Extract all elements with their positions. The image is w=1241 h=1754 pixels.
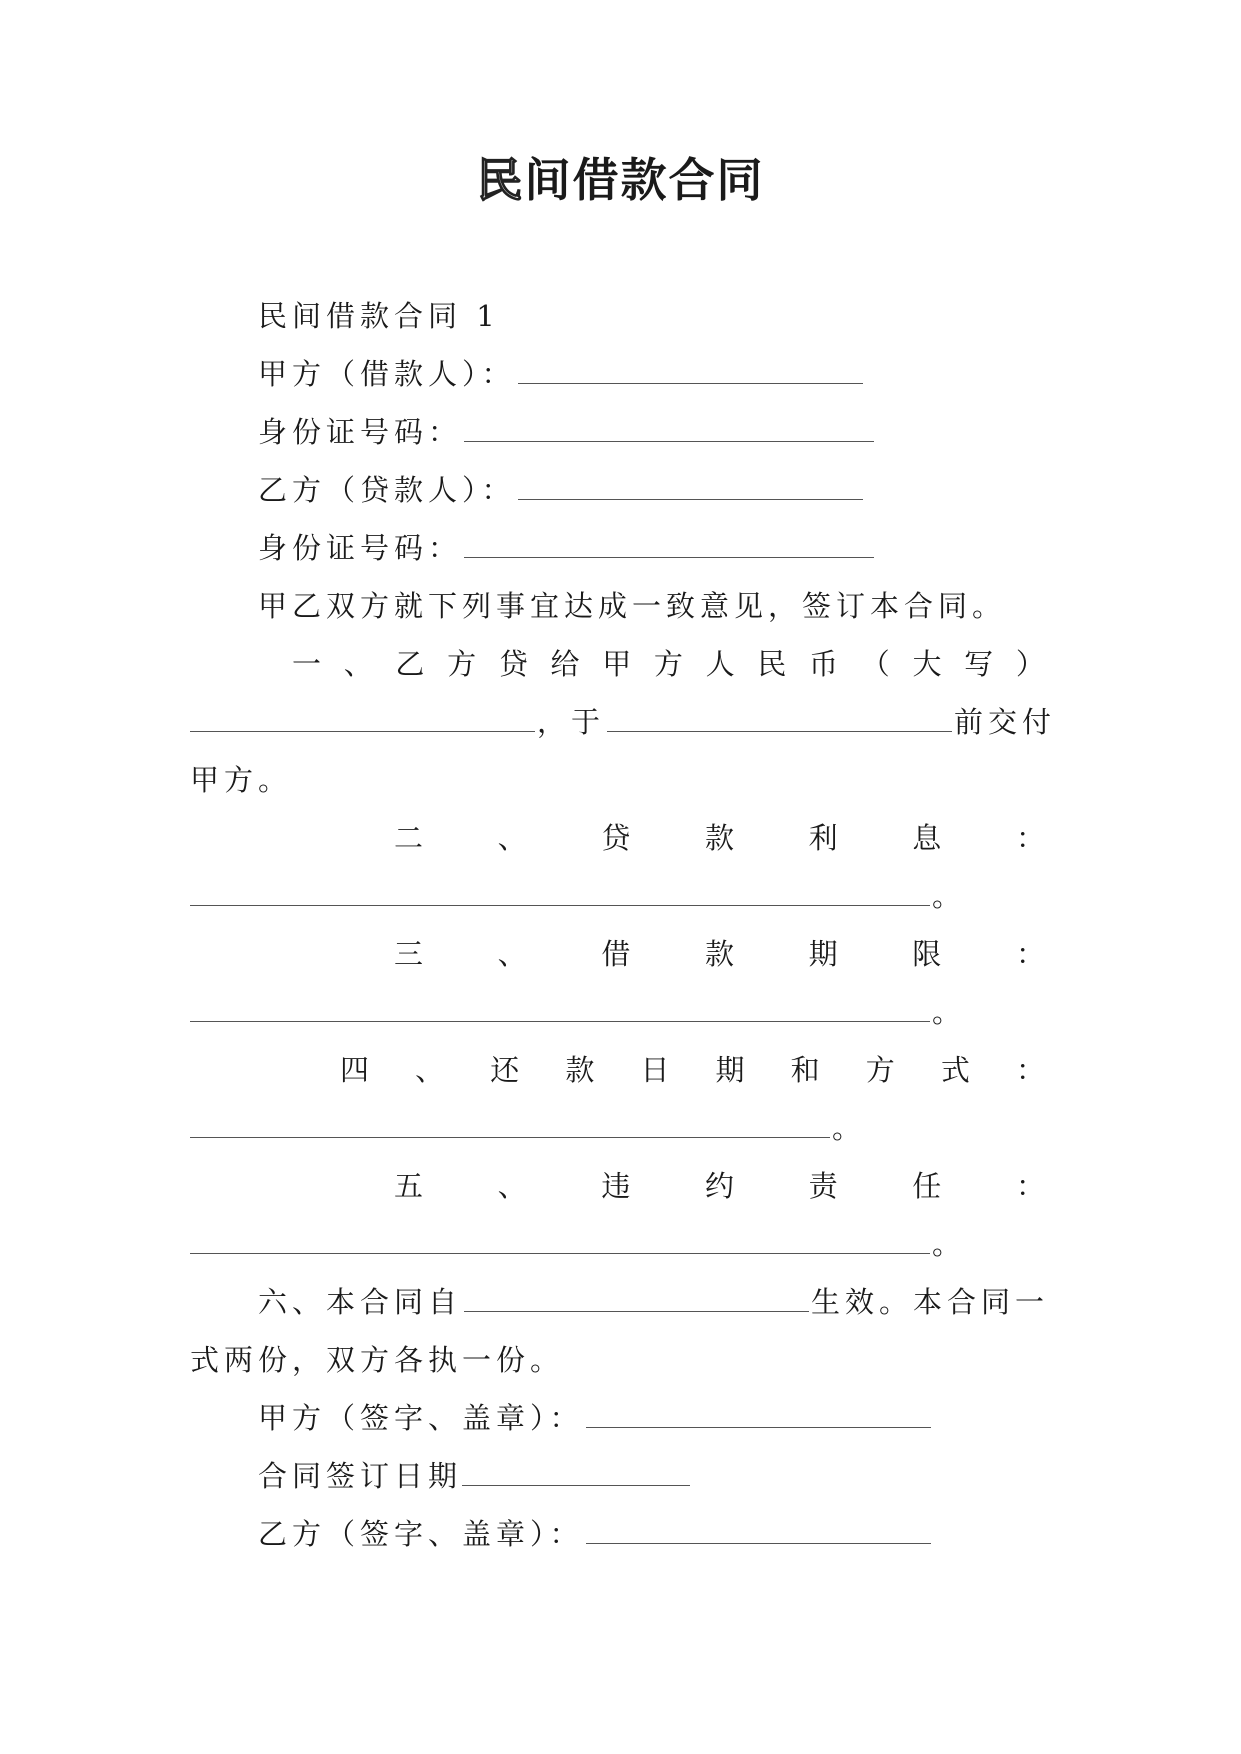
clause-5-char: ：: [1015, 1169, 1045, 1203]
clause-5-heading: [394, 1164, 1045, 1208]
clause-1-mid: ，于: [537, 705, 606, 739]
clause-2-char: 贷: [601, 821, 631, 855]
clause-1-char: 币: [809, 647, 839, 681]
document-title: [0, 150, 1241, 210]
clause-2-char: 利: [808, 821, 838, 855]
clause-5-body: [190, 1222, 966, 1266]
clause-5-period: 。: [932, 1227, 967, 1261]
interest-blank[interactable]: [190, 875, 930, 906]
sign-a-blank[interactable]: [586, 1397, 931, 1428]
clause-4-char: 和: [790, 1053, 820, 1087]
clause-3-char: ：: [1015, 937, 1045, 971]
clause-6-cont: 式两份，双方各执一份。: [190, 1343, 565, 1377]
clause-1-body: [190, 700, 1056, 744]
clause-4-body: [190, 1106, 866, 1150]
clause-2-period: 。: [932, 879, 967, 913]
clause-1-char: 贷: [498, 647, 528, 681]
clause-1-char: 民: [757, 647, 787, 681]
sign-a-label: 甲方（签字、盖章）：: [258, 1401, 584, 1435]
clause-4-char: 方: [865, 1053, 895, 1087]
clause-1-char: 给: [550, 647, 580, 681]
clause-4-period: 。: [832, 1111, 867, 1145]
clause-1-char: 、: [343, 647, 373, 681]
party-a-line: [258, 352, 865, 396]
party-b-blank[interactable]: [518, 469, 863, 500]
delivery-date-blank[interactable]: [607, 701, 952, 732]
clause-3-char: 限: [912, 937, 942, 971]
clause-1-char: ）: [1015, 647, 1045, 681]
id-b-line: [258, 526, 876, 570]
party-b-line: [258, 468, 865, 512]
clause-2-char: 二: [394, 821, 424, 855]
clause-4-char: ：: [1015, 1053, 1045, 1087]
title-first-char: 民: [476, 153, 525, 207]
effective-date-blank[interactable]: [464, 1281, 809, 1312]
intro-line: 甲乙双方就下列事宜达成一致意见，签订本合同。: [258, 589, 1007, 623]
clause-3-body: [190, 990, 966, 1034]
id-b-blank[interactable]: [464, 527, 874, 558]
clause-2-char: 款: [704, 821, 734, 855]
contract-subtitle: 民间借款合同 1: [258, 299, 500, 333]
clause-2-char: ：: [1015, 821, 1045, 855]
clause-5-char: 责: [808, 1169, 838, 1203]
clause-4-char: 期: [715, 1053, 745, 1087]
clause-4-heading: [340, 1048, 1045, 1092]
term-blank[interactable]: [190, 991, 930, 1022]
clause-4-char: 日: [640, 1053, 670, 1087]
party-a-blank[interactable]: [518, 353, 863, 384]
clause-1-char: 方: [447, 647, 477, 681]
clause-2-char: 、: [497, 821, 527, 855]
clause-3-period: 。: [932, 995, 967, 1029]
clause-4-char: 还: [490, 1053, 520, 1087]
id-a-blank[interactable]: [464, 411, 874, 442]
clause-6-b: 生效。本合同一: [811, 1285, 1050, 1319]
clause-1-end: 前交付: [954, 705, 1057, 739]
clause-5-char: 、: [497, 1169, 527, 1203]
clause-1-char: 大: [912, 647, 942, 681]
clause-1-cont: 甲方。: [190, 763, 293, 797]
clause-1-char: 方: [653, 647, 683, 681]
clause-5-char: 任: [912, 1169, 942, 1203]
clause-6-a: 六、本合同自: [258, 1285, 463, 1319]
title-rest: 间借款合同: [524, 153, 765, 207]
clause-5-char: 违: [601, 1169, 631, 1203]
clause-1-heading: [292, 642, 1045, 686]
clause-2-heading: [394, 816, 1045, 860]
sign-b-blank[interactable]: [586, 1513, 931, 1544]
sign-date-blank[interactable]: [462, 1455, 690, 1486]
id-a-line: [258, 410, 876, 454]
clause-1-char: 甲: [602, 647, 632, 681]
id-b-label: 身份证号码：: [258, 531, 463, 565]
amount-blank[interactable]: [190, 701, 535, 732]
id-a-label: 身份证号码：: [258, 415, 463, 449]
clause-3-char: 三: [394, 937, 424, 971]
clause-1-char: （: [860, 647, 890, 681]
sign-date-line: [258, 1454, 692, 1498]
clause-4-char: 式: [940, 1053, 970, 1087]
repayment-blank[interactable]: [190, 1107, 830, 1138]
sign-b-label: 乙方（签字、盖章）：: [258, 1517, 584, 1551]
clause-5-char: 约: [704, 1169, 734, 1203]
clause-1-char: 写: [964, 647, 994, 681]
clause-3-heading: [394, 932, 1045, 976]
clause-2-char: 息: [912, 821, 942, 855]
clause-1-char: 一: [292, 647, 322, 681]
clause-4-char: 款: [565, 1053, 595, 1087]
clause-1-char: 乙: [395, 647, 425, 681]
clause-6-line: [258, 1280, 1049, 1324]
sign-b-line: [258, 1512, 933, 1556]
liability-blank[interactable]: [190, 1223, 930, 1254]
party-b-label: 乙方（贷款人）：: [258, 473, 516, 507]
clause-3-char: 款: [704, 937, 734, 971]
clause-5-char: 五: [394, 1169, 424, 1203]
clause-4-char: 四: [340, 1053, 370, 1087]
sign-date-label: 合同签订日期: [258, 1459, 463, 1493]
clause-3-char: 期: [808, 937, 838, 971]
sign-a-line: [258, 1396, 933, 1440]
clause-1-char: 人: [705, 647, 735, 681]
clause-4-char: 、: [415, 1053, 445, 1087]
party-a-label: 甲方（借款人）：: [258, 357, 516, 391]
clause-3-char: 借: [601, 937, 631, 971]
clause-3-char: 、: [497, 937, 527, 971]
clause-2-body: [190, 874, 966, 918]
